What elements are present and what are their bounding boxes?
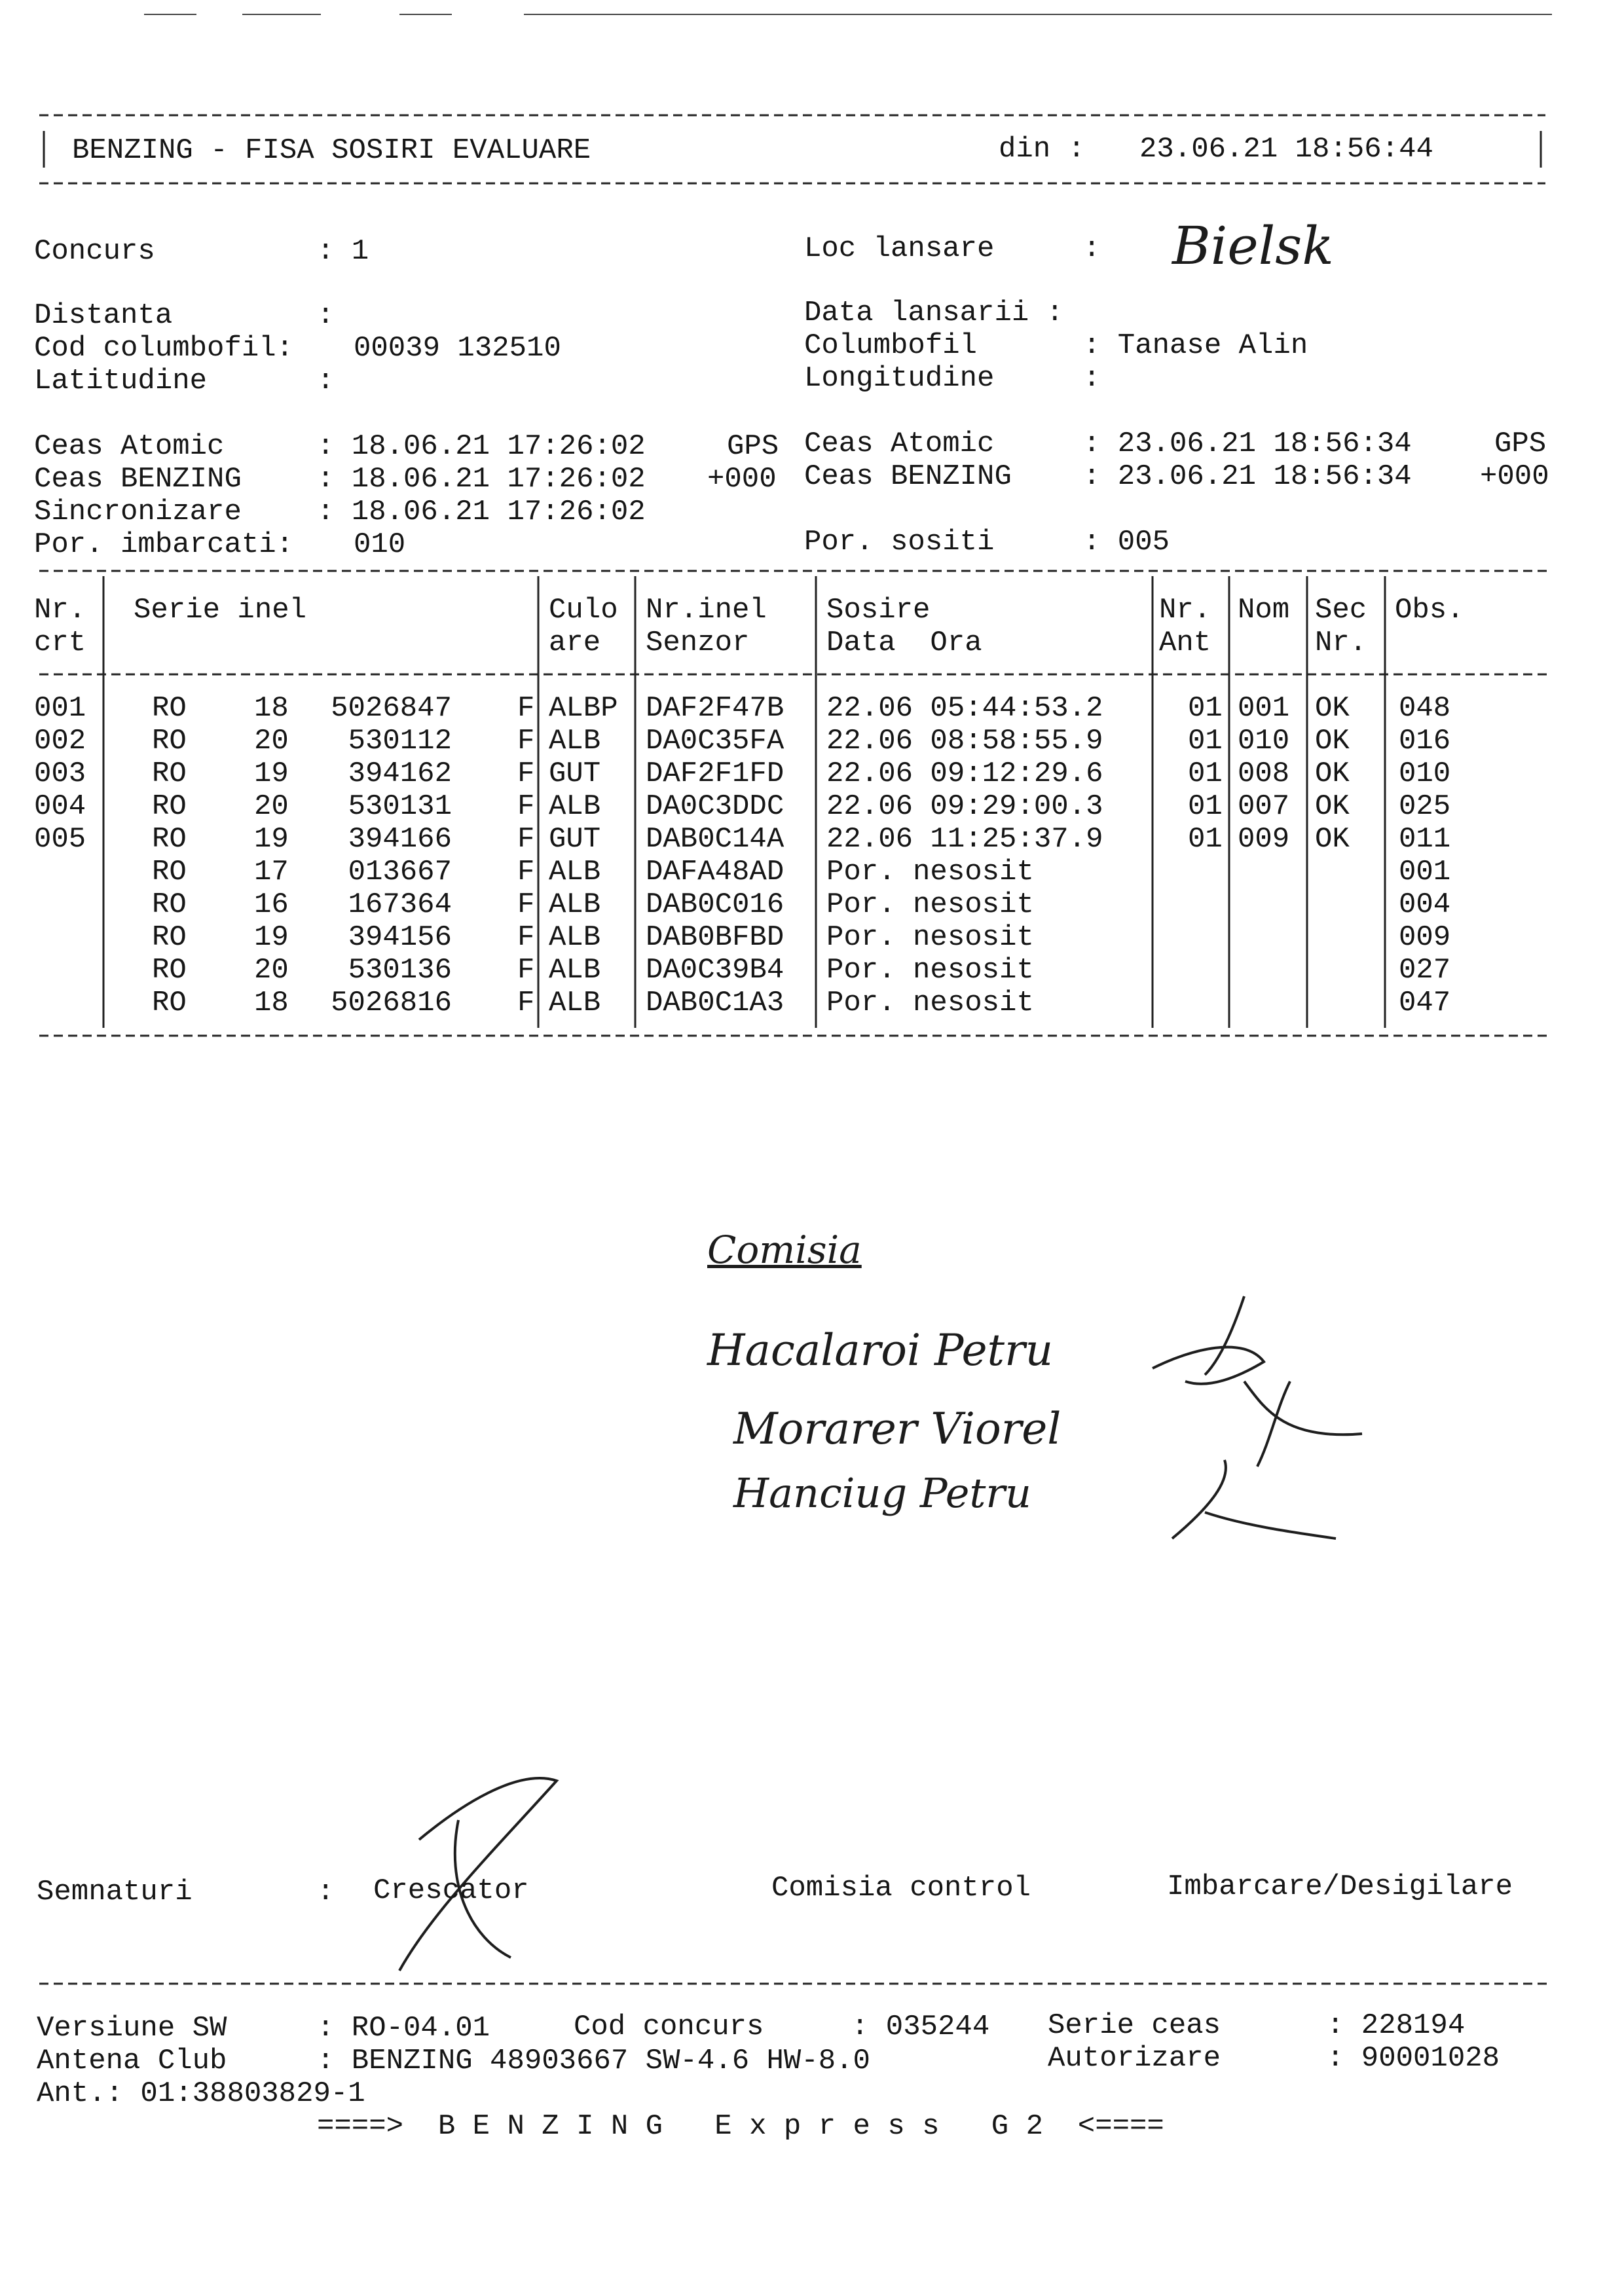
antena-club-value: : BENZING 48903667 SW-4.6 HW-8.0 bbox=[317, 2045, 870, 2077]
cell-year: 20 bbox=[254, 954, 289, 987]
ceas-atomic-label: Ceas Atomic bbox=[34, 430, 225, 463]
cell-obs: 001 bbox=[1399, 856, 1451, 888]
ceas-benzing-left-tag: +000 bbox=[707, 463, 777, 496]
sincronizare-value: : 18.06.21 17:26:02 bbox=[317, 496, 646, 528]
col-serie-inel-header: Serie inel bbox=[134, 594, 307, 627]
cell-senzor: DAF2F1FD bbox=[646, 757, 784, 790]
concurs-label: Concurs bbox=[34, 235, 155, 268]
cell-sosire: 22.06 09:29:00.3 bbox=[826, 790, 1103, 823]
cell-sosire: 22.06 05:44:53.2 bbox=[826, 692, 1103, 725]
cell-nom: 007 bbox=[1238, 790, 1290, 823]
signature-comisia-2 bbox=[1244, 1381, 1362, 1467]
cod-concurs-value: : 035244 bbox=[851, 2011, 990, 2043]
cell-year: 19 bbox=[254, 921, 289, 954]
col-culoare-header-2: are bbox=[549, 627, 601, 659]
handwritten-name-2: Morarer Viorel bbox=[733, 1404, 1061, 1454]
cell-sosire: Por. nesosit bbox=[826, 921, 1034, 954]
imbarcare-desigilare-label: Imbarcare/Desigilare bbox=[1167, 1870, 1513, 1903]
cell-nom: 008 bbox=[1238, 757, 1290, 790]
cell-ring-number: 013667 bbox=[348, 856, 452, 888]
ceas-benzing-right-label: Ceas BENZING bbox=[804, 460, 1012, 493]
col-sosire-header-1: Sosire bbox=[826, 594, 931, 627]
ceas-atomic-right: : 23.06.21 18:56:34 bbox=[1083, 428, 1412, 460]
cell-culoare: ALB bbox=[549, 790, 601, 823]
cell-nom: 001 bbox=[1238, 692, 1290, 725]
loc-lansare-handwritten: Bielsk bbox=[1172, 215, 1334, 276]
cell-obs: 010 bbox=[1399, 757, 1451, 790]
cell-sex: F bbox=[517, 888, 535, 921]
cell-sec-nr: OK bbox=[1315, 725, 1350, 757]
cell-senzor: DAB0C14A bbox=[646, 823, 784, 856]
cell-ring-number: 5026847 bbox=[331, 692, 452, 725]
cell-year: 19 bbox=[254, 823, 289, 856]
concurs-value: : 1 bbox=[317, 235, 369, 268]
comisia-control-label: Comisia control bbox=[771, 1872, 1031, 1904]
cell-culoare: ALB bbox=[549, 856, 601, 888]
cell-year: 19 bbox=[254, 757, 289, 790]
cell-senzor: DAB0C016 bbox=[646, 888, 784, 921]
ceas-atomic-right-tag: GPS bbox=[1494, 428, 1547, 460]
cell-nr-ant: 01 bbox=[1188, 790, 1223, 823]
cell-sex: F bbox=[517, 987, 535, 1019]
serie-ceas-label: Serie ceas bbox=[1048, 2009, 1221, 2042]
autorizare-value: : 90001028 bbox=[1327, 2042, 1500, 2075]
cell-sex: F bbox=[517, 921, 535, 954]
cell-year: 20 bbox=[254, 790, 289, 823]
versiune-sw-value: : RO-04.01 bbox=[317, 2012, 490, 2045]
cell-ring-number: 394166 bbox=[348, 823, 452, 856]
col-nr-inel-header-1: Nr.inel bbox=[646, 594, 767, 627]
cell-sosire: 22.06 11:25:37.9 bbox=[826, 823, 1103, 856]
cell-obs: 025 bbox=[1399, 790, 1451, 823]
cell-country: RO bbox=[152, 987, 187, 1019]
col-nr-crt-header-2: crt bbox=[34, 627, 86, 659]
cell-country: RO bbox=[152, 921, 187, 954]
longitudine-label: Longitudine bbox=[804, 362, 995, 395]
cell-nr-ant: 01 bbox=[1188, 692, 1223, 725]
ceas-benzing-right: : 23.06.21 18:56:34 bbox=[1083, 460, 1412, 493]
cell-nr-crt: 002 bbox=[34, 725, 86, 757]
cell-senzor: DAB0C1A3 bbox=[646, 987, 784, 1019]
cell-nr-crt: 004 bbox=[34, 790, 86, 823]
cell-obs: 009 bbox=[1399, 921, 1451, 954]
cell-country: RO bbox=[152, 954, 187, 987]
cell-nom: 010 bbox=[1238, 725, 1290, 757]
cell-ring-number: 5026816 bbox=[331, 987, 452, 1019]
cell-culoare: ALB bbox=[549, 987, 601, 1019]
report-datetime: 23.06.21 18:56:44 bbox=[1139, 133, 1433, 166]
cell-sex: F bbox=[517, 954, 535, 987]
cell-senzor: DA0C35FA bbox=[646, 725, 784, 757]
cell-sec-nr: OK bbox=[1315, 692, 1350, 725]
signature-comisia-1 bbox=[1153, 1296, 1264, 1384]
col-sosire-header-2: Data Ora bbox=[826, 627, 982, 659]
signature-comisia-3 bbox=[1172, 1460, 1336, 1539]
cell-nr-crt: 005 bbox=[34, 823, 86, 856]
cell-sec-nr: OK bbox=[1315, 790, 1350, 823]
semnaturi-colon: : bbox=[317, 1876, 335, 1908]
cod-columbofil-label: Cod columbofil: bbox=[34, 332, 294, 365]
antena-club-label: Antena Club bbox=[37, 2045, 227, 2077]
cell-senzor: DAF2F47B bbox=[646, 692, 784, 725]
cell-year: 18 bbox=[254, 987, 289, 1019]
cell-obs: 016 bbox=[1399, 725, 1451, 757]
date-label: din : bbox=[999, 133, 1086, 166]
cell-obs: 048 bbox=[1399, 692, 1451, 725]
cell-ring-number: 530112 bbox=[348, 725, 452, 757]
col-nr-ant-header-2: Ant bbox=[1159, 627, 1211, 659]
cell-country: RO bbox=[152, 823, 187, 856]
cell-obs: 011 bbox=[1399, 823, 1451, 856]
cell-year: 18 bbox=[254, 692, 289, 725]
handwritten-name-1: Hacalaroi Petru bbox=[707, 1325, 1054, 1376]
cell-ring-number: 167364 bbox=[348, 888, 452, 921]
cell-culoare: ALBP bbox=[549, 692, 618, 725]
cell-sosire: 22.06 09:12:29.6 bbox=[826, 757, 1103, 790]
cell-culoare: ALB bbox=[549, 725, 601, 757]
cell-nr-ant: 01 bbox=[1188, 757, 1223, 790]
antenna-line: Ant.: 01:38803829-1 bbox=[37, 2077, 365, 2110]
autorizare-label: Autorizare bbox=[1048, 2042, 1221, 2075]
crescator-label: Crescator bbox=[373, 1874, 529, 1907]
columbofil-label: Columbofil bbox=[804, 329, 978, 362]
report-title: BENZING - FISA SOSIRI EVALUARE bbox=[72, 134, 591, 167]
cell-sosire: Por. nesosit bbox=[826, 987, 1034, 1019]
cell-sec-nr: OK bbox=[1315, 823, 1350, 856]
cell-nr-ant: 01 bbox=[1188, 823, 1223, 856]
ceas-atomic-left: : 18.06.21 17:26:02 bbox=[317, 430, 646, 463]
loc-lansare-label: Loc lansare bbox=[804, 232, 995, 265]
cell-obs: 004 bbox=[1399, 888, 1451, 921]
cell-sosire: 22.06 08:58:55.9 bbox=[826, 725, 1103, 757]
ceas-benzing-left: : 18.06.21 17:26:02 bbox=[317, 463, 646, 496]
col-nr-inel-header-2: Senzor bbox=[646, 627, 750, 659]
versiune-sw-label: Versiune SW bbox=[37, 2012, 227, 2045]
cell-country: RO bbox=[152, 856, 187, 888]
cod-concurs-label: Cod concurs bbox=[574, 2011, 764, 2043]
cell-culoare: ALB bbox=[549, 954, 601, 987]
sincronizare-label: Sincronizare bbox=[34, 496, 242, 528]
col-nr-crt-header-1: Nr. bbox=[34, 594, 86, 627]
cell-sex: F bbox=[517, 757, 535, 790]
cell-sosire: Por. nesosit bbox=[826, 856, 1034, 888]
cell-obs: 047 bbox=[1399, 987, 1451, 1019]
latitudine-colon: : bbox=[317, 365, 335, 397]
cell-sec-nr: OK bbox=[1315, 757, 1350, 790]
col-culoare-header-1: Culo bbox=[549, 594, 618, 627]
semnaturi-label: Semnaturi bbox=[37, 1876, 193, 1908]
cell-year: 16 bbox=[254, 888, 289, 921]
cell-senzor: DAB0BFBD bbox=[646, 921, 784, 954]
cell-ring-number: 394156 bbox=[348, 921, 452, 954]
cell-country: RO bbox=[152, 757, 187, 790]
ceas-benzing-right-tag: +000 bbox=[1480, 460, 1549, 493]
cell-sex: F bbox=[517, 692, 535, 725]
loc-lansare-colon: : bbox=[1083, 232, 1101, 265]
ceas-atomic-left-tag: GPS bbox=[727, 430, 779, 463]
handwritten-comisia: Comisia bbox=[707, 1228, 862, 1272]
latitudine-label: Latitudine bbox=[34, 365, 208, 397]
cell-country: RO bbox=[152, 725, 187, 757]
col-sec-header-1: Sec bbox=[1315, 594, 1367, 627]
por-sositi-label: Por. sositi bbox=[804, 526, 995, 558]
cell-culoare: GUT bbox=[549, 823, 601, 856]
por-imbarcati-value: 010 bbox=[354, 528, 406, 561]
distanta-label: Distanta bbox=[34, 299, 173, 332]
cell-senzor: DAFA48AD bbox=[646, 856, 784, 888]
cell-ring-number: 530136 bbox=[348, 954, 452, 987]
serie-ceas-value: : 228194 bbox=[1327, 2009, 1466, 2042]
cell-sosire: Por. nesosit bbox=[826, 888, 1034, 921]
por-sositi-value: : 005 bbox=[1083, 526, 1170, 558]
cell-country: RO bbox=[152, 692, 187, 725]
data-lansarii-label: Data lansarii : bbox=[804, 297, 1064, 329]
cell-senzor: DA0C39B4 bbox=[646, 954, 784, 987]
cell-sex: F bbox=[517, 725, 535, 757]
col-obs-header: Obs. bbox=[1395, 594, 1464, 627]
cell-year: 20 bbox=[254, 725, 289, 757]
cell-country: RO bbox=[152, 790, 187, 823]
handwritten-name-3: Hanciug Petru bbox=[733, 1469, 1031, 1517]
ceas-atomic-right-label: Ceas Atomic bbox=[804, 428, 995, 460]
distanta-colon: : bbox=[317, 299, 335, 332]
col-nr-ant-header-1: Nr. bbox=[1159, 594, 1211, 627]
cell-sosire: Por. nesosit bbox=[826, 954, 1034, 987]
cell-culoare: ALB bbox=[549, 921, 601, 954]
cell-year: 17 bbox=[254, 856, 289, 888]
cell-ring-number: 394162 bbox=[348, 757, 452, 790]
cell-nr-ant: 01 bbox=[1188, 725, 1223, 757]
cell-obs: 027 bbox=[1399, 954, 1451, 987]
col-sec-header-2: Nr. bbox=[1315, 627, 1367, 659]
cell-country: RO bbox=[152, 888, 187, 921]
cod-columbofil-value: 00039 132510 bbox=[354, 332, 561, 365]
cell-culoare: GUT bbox=[549, 757, 601, 790]
cell-sex: F bbox=[517, 790, 535, 823]
cell-ring-number: 530131 bbox=[348, 790, 452, 823]
longitudine-colon: : bbox=[1083, 362, 1101, 395]
cell-nr-crt: 001 bbox=[34, 692, 86, 725]
ceas-benzing-label: Ceas BENZING bbox=[34, 463, 242, 496]
por-imbarcati-label: Por. imbarcati: bbox=[34, 528, 294, 561]
columbofil-value: : Tanase Alin bbox=[1083, 329, 1308, 362]
benzing-express-banner: ====> B E N Z I N G E x p r e s s G 2 <==== bbox=[317, 2110, 1164, 2143]
cell-sex: F bbox=[517, 823, 535, 856]
col-nom-header: Nom bbox=[1238, 594, 1290, 627]
cell-culoare: ALB bbox=[549, 888, 601, 921]
cell-sex: F bbox=[517, 856, 535, 888]
cell-nr-crt: 003 bbox=[34, 757, 86, 790]
cell-senzor: DA0C3DDC bbox=[646, 790, 784, 823]
cell-nom: 009 bbox=[1238, 823, 1290, 856]
